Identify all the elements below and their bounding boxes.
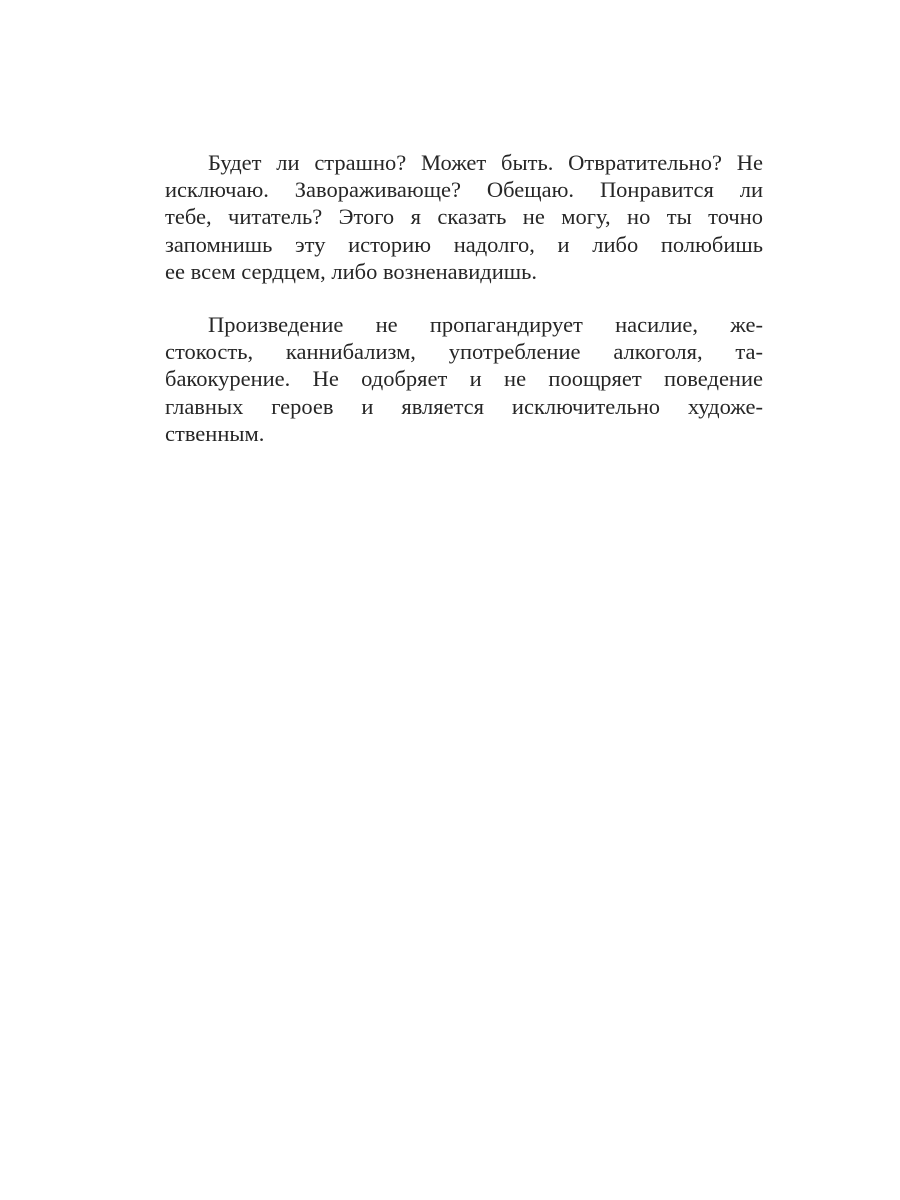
- paragraph-disclaimer: [165, 311, 763, 447]
- text-line: ственным.: [165, 420, 265, 446]
- text-line: бакокурение. Не одобряет и не поощряет поведение: [165, 366, 763, 392]
- text-line: Будет ли страшно? Может быть. Отвратительно? Не: [208, 150, 763, 175]
- text-line: стокость, каннибализм, употребление алкоголя, та-: [165, 339, 763, 365]
- page-body-text: [165, 149, 763, 447]
- paragraph-teaser: [165, 149, 763, 285]
- text-line: ее всем сердцем, либо возненавидишь.: [165, 258, 537, 284]
- text-line: тебе, читатель? Этого я сказать не могу, но ты точно: [165, 204, 763, 230]
- text-line: запомнишь эту историю надолго, и либо полюбишь: [165, 231, 763, 257]
- text-line: исключаю. Завораживающе? Обещаю. Понравится ли: [165, 177, 763, 203]
- text-line: Произведение не пропагандирует насилие, же-: [208, 311, 763, 337]
- text-line: главных героев и является исключительно художе-: [165, 393, 763, 419]
